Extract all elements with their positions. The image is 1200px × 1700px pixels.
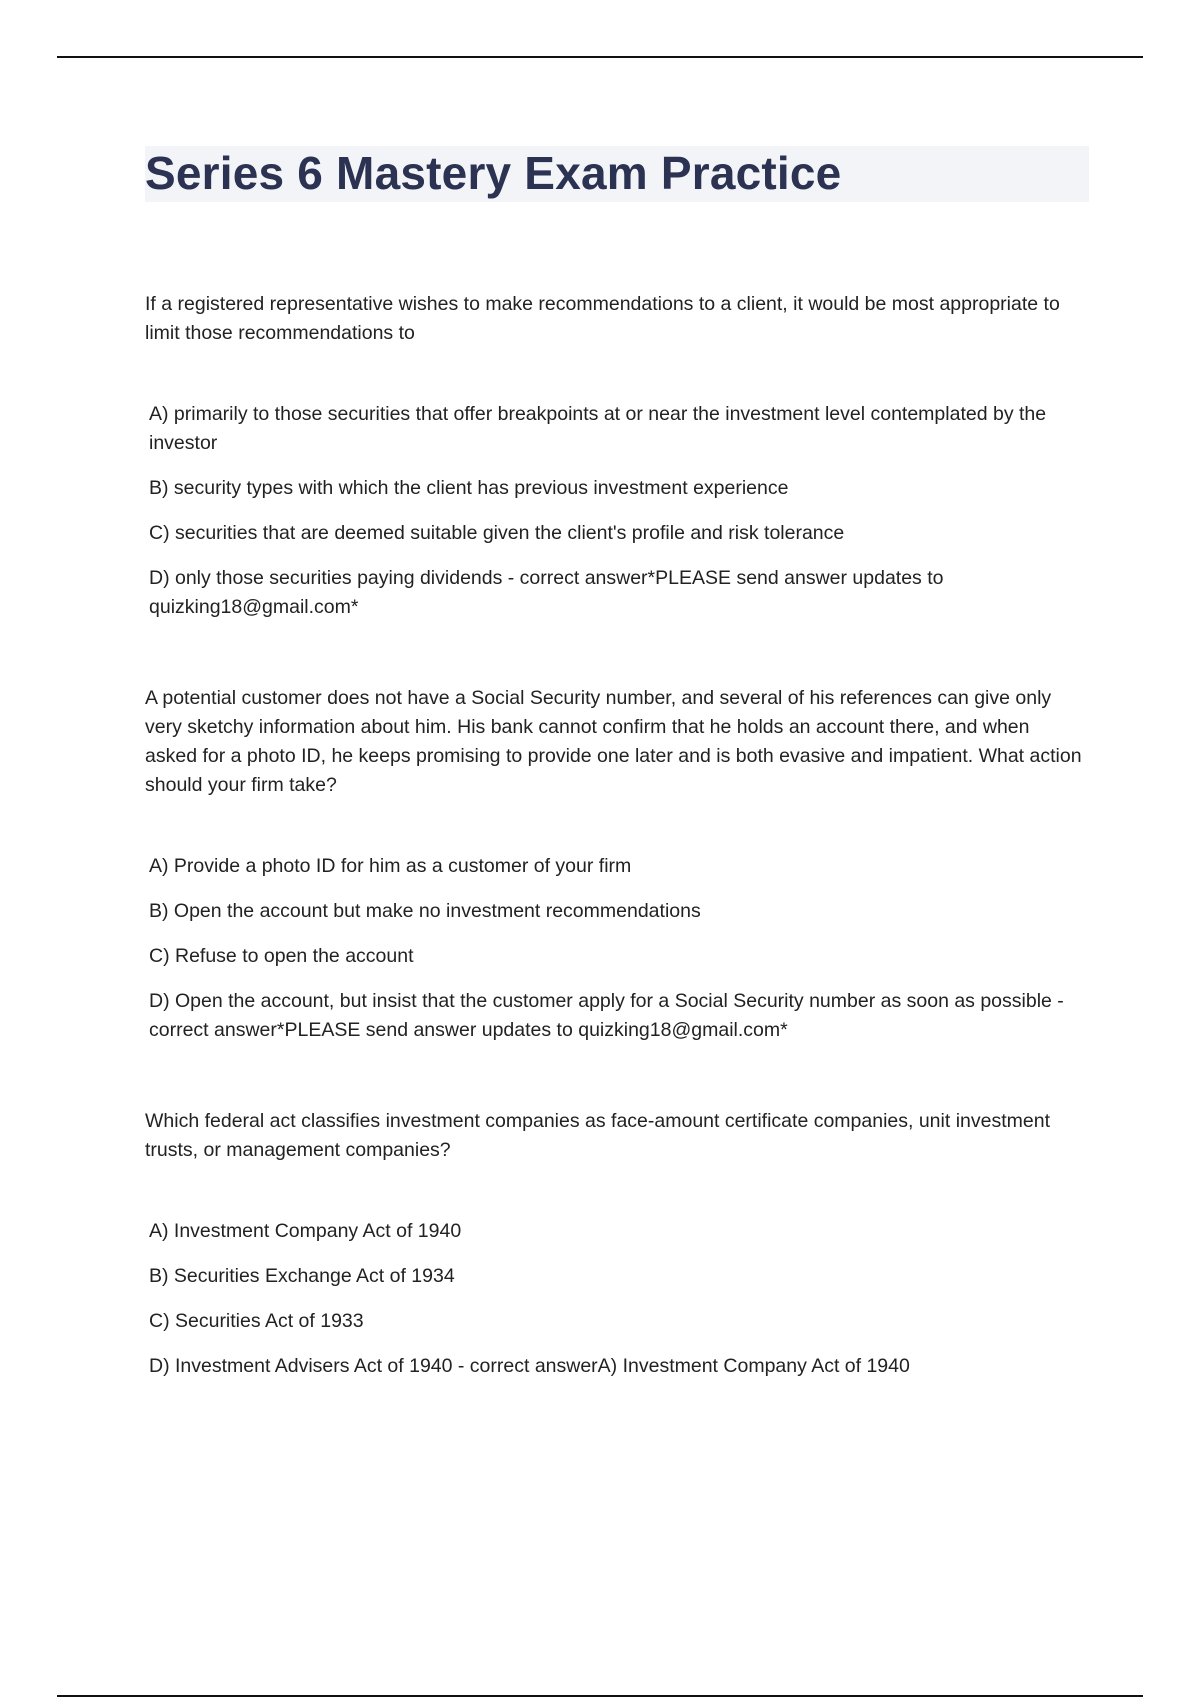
answer-options (145, 400, 1085, 622)
question-text: If a registered representative wishes to make recommendations to a client, it would be most appropriate to limit those recommendations to (145, 293, 1060, 344)
question-block (145, 290, 1085, 622)
question-block (145, 684, 1085, 1045)
question-text: Which federal act classifies investment companies as face-amount certificate companies, unit investment trusts, or management companies? (145, 1110, 1050, 1161)
answer-option-c: C) securities that are deemed suitable given the client's profile and risk tolerance (149, 522, 845, 544)
answer-option-a: A) Provide a photo ID for him as a customer of your firm (149, 855, 632, 877)
answer-option-d: D) Investment Advisers Act of 1940 - correct answerA) Investment Company Act of 1940 (149, 1355, 910, 1377)
page-title: Series 6 Mastery Exam Practice (145, 147, 842, 199)
answer-option-a: A) Investment Company Act of 1940 (149, 1220, 462, 1242)
answer-option-a: A) primarily to those securities that offer breakpoints at or near the investment level contemplated by the investor (149, 403, 1047, 454)
document-body (145, 290, 1085, 1443)
answer-option-c: C) Securities Act of 1933 (149, 1310, 364, 1332)
bottom-divider (57, 1695, 1143, 1697)
answer-option-d: D) Open the account, but insist that the customer apply for a Social Security number as soon as possible - correct answer*PLEASE send answer updates to quizking18@gmail.com* (149, 990, 1064, 1041)
question-text: A potential customer does not have a Social Security number, and several of his references can give only very sketchy information about him. His bank cannot confirm that he holds an account there, and when asked for a photo ID, he keeps promising to provide one later and is both evasive and impatient. What action should your firm take? (145, 687, 1082, 796)
answer-option-b: B) security types with which the client has previous investment experience (149, 477, 789, 499)
top-divider (57, 56, 1143, 58)
answer-option-b: B) Securities Exchange Act of 1934 (149, 1265, 455, 1287)
answer-options (145, 1217, 1085, 1381)
question-block (145, 1107, 1085, 1381)
answer-option-c: C) Refuse to open the account (149, 945, 414, 967)
answer-option-b: B) Open the account but make no investment recommendations (149, 900, 701, 922)
answer-options (145, 852, 1085, 1045)
answer-option-d: D) only those securities paying dividends - correct answer*PLEASE send answer updates to quizking18@gmail.com* (149, 567, 944, 618)
